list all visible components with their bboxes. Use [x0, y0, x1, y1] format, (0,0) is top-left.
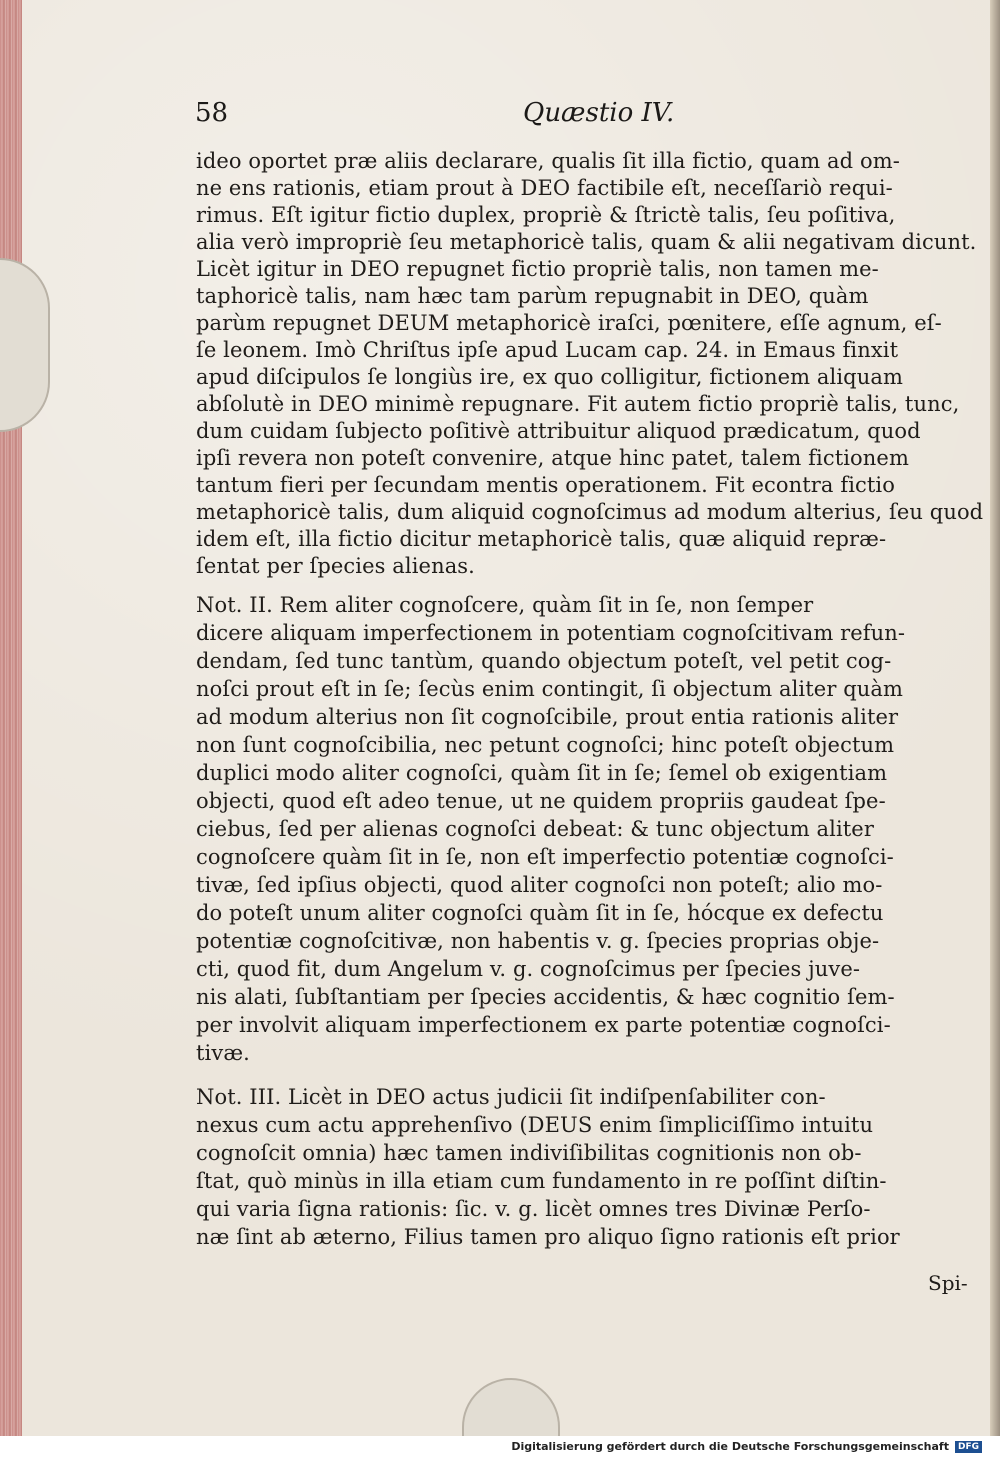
page-edge-left — [0, 0, 22, 1440]
running-title: Quæstio IV. — [523, 98, 675, 128]
text-line: apud diſcipulos ſe longiùs ire, ex quo colligitur, fictionem aliquam — [196, 365, 903, 389]
text-line: cognoſcere quàm ſit in ſe, non eſt imperfectio potentiæ cognoſci- — [196, 845, 894, 869]
dfg-logo-icon: DFG — [955, 1441, 982, 1453]
text-line: noſci prout eſt in ſe; ſecùs enim contingit, ſi objectum aliter quàm — [196, 677, 904, 701]
text-line: ideo oportet præ aliis declarare, qualis ſit illa fictio, quam ad om- — [196, 149, 900, 173]
text-line: qui varia ſigna rationis: ſic. v. g. licèt omnes tres Divinæ Perſo- — [196, 1197, 871, 1221]
text-line: ciebus, ſed per alienas cognoſci debeat: & tunc objectum aliter — [196, 817, 874, 841]
text-line: næ ſint ab æterno, Filius tamen pro aliquo ſigno rationis eſt prior — [196, 1225, 900, 1249]
scanner-clip-left — [0, 258, 50, 432]
text-line: ſentat per ſpecies alienas. — [196, 554, 475, 578]
text-line: objecti, quod eſt adeo tenue, ut ne quidem propriis gaudeat ſpe- — [196, 789, 886, 813]
text-line: tantum fieri per ſecundam mentis operationem. Fit econtra fictio — [196, 473, 895, 497]
text-line: abſolutè in DEO minimè repugnare. Fit autem fictio propriè talis, tunc, — [196, 392, 960, 416]
text-line: Not. II. Rem aliter cognoſcere, quàm ſit in ſe, non ſemper — [196, 593, 814, 617]
text-line: nis alati, ſubſtantiam per ſpecies accidentis, & hæc cognitio ſem- — [196, 985, 895, 1009]
text-line: ſtat, quò minùs in illa etiam cum fundamento in re poſſint diſtin- — [196, 1169, 887, 1193]
text-line: idem eſt, illa fictio dicitur metaphoricè talis, quæ aliquid repræ- — [196, 527, 887, 551]
text-line: ad modum alterius non ſit cognoſcibile, prout entia rationis aliter — [196, 705, 899, 729]
text-line: non ſunt cognoſcibilia, nec petunt cognoſci; hinc poteſt objectum — [196, 733, 895, 757]
text-line: metaphoricè talis, dum aliquid cognoſcimus ad modum alterius, ſeu quod — [196, 500, 984, 524]
text-line: dendam, ſed tunc tantùm, quando objectum poteſt, vel petit cog- — [196, 649, 892, 673]
text-line: ne ens rationis, etiam prout à DEO factibile eſt, neceſſariò requi- — [196, 176, 893, 200]
catchword: Spi- — [928, 1271, 968, 1295]
text-line: tivæ, ſed ipſius objecti, quod aliter cognoſci non poteſt; alio mo- — [196, 873, 883, 897]
dfg-banner — [511, 1440, 982, 1453]
text-line: cognoſcit omnia) hæc tamen indiviſibilitas cognitionis non ob- — [196, 1141, 862, 1165]
text-line: cti, quod fit, dum Angelum v. g. cognoſcimus per ſpecies juve- — [196, 957, 861, 981]
page-edge-right — [990, 0, 1000, 1440]
text-line: potentiæ cognoſcitivæ, non habentis v. g. ſpecies proprias obje- — [196, 929, 880, 953]
text-line: dicere aliquam imperfectionem in potentiam cognoſcitivam refun- — [196, 621, 906, 645]
text-line: alia verò impropriè ſeu metaphoricè talis, quam & alii negativam dicunt. — [196, 230, 977, 254]
text-line: ſe leonem. Imò Chriſtus ipſe apud Lucam cap. 24. in Emaus finxit — [196, 338, 899, 362]
page-header — [195, 98, 965, 138]
text-line: do poteſt unum aliter cognoſci quàm ſit in ſe, hócque ex defectu — [196, 901, 884, 925]
text-line: taphoricè talis, nam hæc tam parùm repugnabit in DEO, quàm — [196, 284, 869, 308]
text-line: Licèt igitur in DEO repugnet fictio propriè talis, non tamen me- — [196, 257, 879, 281]
page-number: 58 — [195, 98, 229, 128]
text-line: parùm repugnet DEUM metaphoricè iraſci, pœnitere, eſſe agnum, eſ- — [196, 311, 942, 335]
text-line: ipſi revera non poteſt convenire, atque hinc patet, talem fictionem — [196, 446, 909, 470]
funding-note: Digitalisierung gefördert durch die Deutsche Forschungsgemeinschaft — [511, 1440, 949, 1453]
text-line: nexus cum actu apprehenſivo (DEUS enim ſimpliciſſimo intuitu — [196, 1113, 874, 1137]
text-line: dum cuidam ſubjecto poſitivè attribuitur aliquod prædicatum, quod — [196, 419, 921, 443]
text-line: Not. III. Licèt in DEO actus judicii ſit indiſpenſabiliter con- — [196, 1085, 826, 1109]
text-line: tivæ. — [196, 1041, 250, 1065]
text-line: rimus. Eſt igitur fictio duplex, propriè & ſtrictè talis, ſeu poſitiva, — [196, 203, 896, 227]
text-line: per involvit aliquam imperfectionem ex parte potentiæ cognoſci- — [196, 1013, 891, 1037]
text-line: duplici modo aliter cognoſci, quàm ſit in ſe; ſemel ob exigentiam — [196, 761, 888, 785]
